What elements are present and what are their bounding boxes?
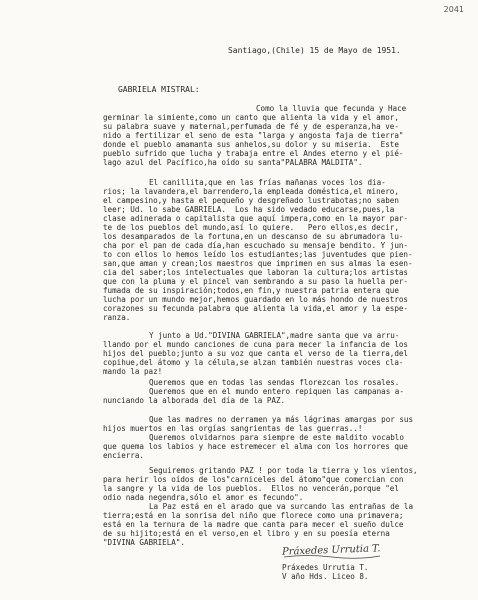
- letter-line: clase adinerada o capitalista que aquí impera,como en la mayor par-: [103, 214, 408, 223]
- letter-line: que con la pluma y el pincel van sembrando a su paso la huella per-: [103, 277, 408, 286]
- letter-line: lucha por un mundo mejor,hemos guardado en lo más hondo de nuestros: [103, 295, 408, 304]
- letter-line: pueblo sufrido que lucha y trabaja entre el Andes eterno y el pié-: [103, 149, 404, 158]
- letter-line: Como la lluvia que fecunda y Hace: [256, 104, 407, 113]
- signature-title: V año Hds. Liceo 8.: [282, 572, 369, 581]
- letter-line: hijos muertos en las orgías sangrientas de las guerras..!: [103, 424, 363, 433]
- letter-line: El canillita,que en las frías mañanas voces los dia-: [149, 178, 386, 187]
- letter-line: los desamparados de la fortuna,en un descanso de su abrumadora lu-: [103, 232, 404, 241]
- letter-line: lago azul del Pacífico,ha oído su santa"PALABRA MALDITA".: [103, 158, 363, 167]
- letter-line: que quema los labios y hace estremecer el alma con los horrores que: [103, 442, 408, 451]
- letter-line: llando por el mundo canciones de cuna para mecer la infancia de los: [103, 340, 408, 349]
- dateline: Santiago,(Chile) 15 de Mayo de 1951.: [228, 46, 401, 55]
- letter-line: Seguiremos gritando PAZ ! por toda la tierra y los vientos,: [149, 466, 418, 475]
- letter-line: cha por el pan de cada día,han escuchado su mensaje bendito. Y jun-: [103, 241, 408, 250]
- letter-line: La Paz está en el arado que va surcando las entrañas de la: [149, 502, 414, 511]
- letter-line: encierra.: [103, 451, 144, 460]
- letter-line: Que las madres no derramen ya más lágrimas amargas por sus: [149, 415, 414, 424]
- letter-line: corazones su fecunda palabra que alienta la vida,el amor y la espe-: [103, 304, 408, 313]
- letter-line: está en la ternura de la madre que canta para mecer el sueño dulce: [103, 520, 404, 529]
- letter-line: el campesino,y hasta el pequeño y desgreñado lustrabotas;no saben: [103, 196, 399, 205]
- letter-line: nunciando la alborada del día de la PAZ.: [103, 396, 286, 405]
- letter-line: ranza.: [103, 313, 131, 322]
- letter-line: Y junto a Ud."DIVINA GABRIELA",madre santa que va arru-: [149, 331, 400, 340]
- letter-line: mando la paz!: [103, 367, 163, 376]
- letter-line: germinar la simiente,como un canto que alienta la vida y el amor,: [103, 113, 399, 122]
- letter-line: de su hijito;está en el verso,en el libro y en su poesía eterna: [103, 529, 390, 538]
- letter-line: su palabra suave y maternal,perfumada de fé y de esperanza,ha ve-: [103, 122, 399, 131]
- letter-line: la sangre y la vida de los pueblos. Ellos no vencerán,porque "el: [103, 484, 399, 493]
- letter-line: fumada de su inspiración;todos,en fin,y nuestra patria entera que: [103, 286, 399, 295]
- letter-line: san,que aman y crean;los maestros que imprimen en sus almas la esen-: [103, 259, 413, 268]
- signature-name: Práxedes Urrutia T.: [282, 563, 369, 572]
- letter-line: to con ellos lo hemos leído los estudiantes;las juventudes que pien-: [103, 250, 413, 259]
- signature-flourish-icon: [282, 553, 382, 559]
- letter-line: Queremos olvidarnos para siempre de este maldito vocablo: [149, 433, 404, 442]
- handwritten-signature: Práxedes Urrutia T.: [281, 543, 381, 558]
- letter-line: donde el pueblo amamanta sus anhelos,su dolor y su miseria. Este: [103, 140, 399, 149]
- letter-line: te de los pueblos del mundo,así lo quiere. Pero ellos,es decir,: [103, 223, 399, 232]
- letter-line: tierra;está en la sonrisa del niño que florece como una primavera;: [103, 511, 404, 520]
- letter-line: odio nada negendra,sólo el amor es fecundo".: [103, 493, 304, 502]
- letter-line: Queremos que en todas las sendas florezcan los rosales.: [149, 378, 400, 387]
- letter-line: leer; Ud. lo sabe GABRIELA. Los ha sido vedado educarse,pues,la: [103, 205, 395, 214]
- letter-line: cia del saber;los intelectuales que laboran la cultura;los artistas: [103, 268, 408, 277]
- letter-line: rios; la lavandera,el barrendero,la empleada doméstica,el minero,: [103, 187, 399, 196]
- letter-line: nido a fertilizar el seno de esta "larga y angosta faja de tierra": [103, 131, 404, 140]
- letter-line: para herir los oídos de los"carniceles del átomo"que comercian con: [103, 475, 404, 484]
- letter-line: copihue,del átomo y la célula,se alzan también nuestras voces cla-: [103, 358, 404, 367]
- letter-line: "DIVINA GABRIELA".: [103, 538, 185, 547]
- letter-line: Queremos que en el mundo entero repiquen las campanas a-: [149, 387, 404, 396]
- letter-line: hijos del pueblo;junto a su voz que canta el verso de la tierra,del: [103, 349, 408, 358]
- greeting: GABRIELA MISTRAL:: [118, 85, 200, 94]
- page-number: 2041: [443, 5, 464, 14]
